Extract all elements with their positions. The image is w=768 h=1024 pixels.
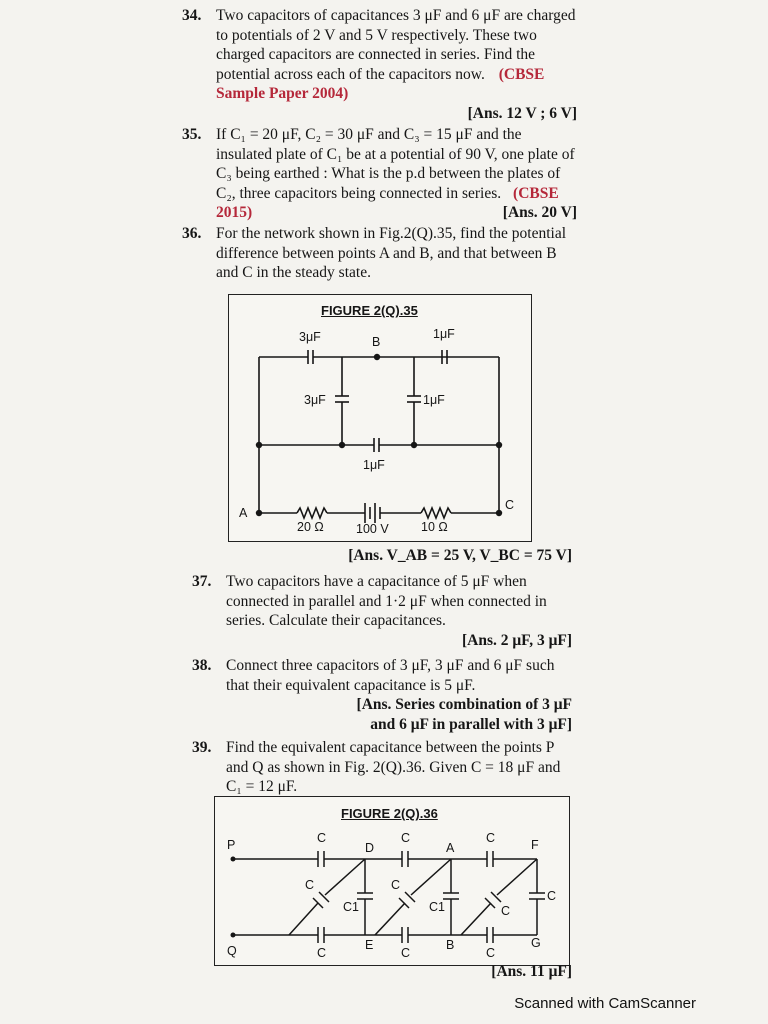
- question-number: 36.: [182, 225, 202, 242]
- label-1uf-mid: 1μF: [423, 393, 445, 407]
- question-text: Find the equivalent capacitance between the points P and Q as shown in Fig. 2(Q).36. Given C = 18 μF and C₁ = 12 μF.: [226, 739, 561, 795]
- label-c: C: [505, 498, 515, 512]
- question-39-answer-row: [228, 962, 572, 982]
- question-number: 35.: [182, 126, 202, 143]
- label-3uf-mid: 3μF: [304, 393, 326, 407]
- question-number: 39.: [192, 739, 212, 756]
- label-3uf-top: 3μF: [299, 330, 321, 344]
- question-36-answer-row: [228, 546, 572, 566]
- question-number: 37.: [192, 573, 212, 590]
- figure-title: FIGURE 2(Q).36: [341, 806, 438, 821]
- label-b: B: [446, 938, 455, 952]
- label-c-top-2: C: [401, 831, 411, 845]
- scanner-watermark: Scanned with CamScanner: [514, 995, 696, 1012]
- question-answer-line2: and 6 μF in parallel with 3 μF]: [370, 715, 572, 733]
- label-d: D: [365, 841, 375, 855]
- question-answer: [Ans. 2 μF, 3 μF]: [461, 631, 572, 649]
- label-c-right: C: [547, 889, 557, 903]
- question-38: [192, 656, 572, 734]
- question-text: If C₁ = 20 μF, C₂ = 30 μF and C₃ = 15 μF and the insulated plate of C₁ be at a potential of 90 V, one plate of C₃ being earthed : What is the p.d between the plates of C₂, three capacitors being connected in series.: [216, 126, 575, 202]
- question-39: [192, 738, 572, 797]
- label-c1-2: C1: [429, 900, 445, 914]
- question-36: [182, 224, 577, 283]
- question-answer: [Ans. V_AB = 25 V, V_BC = 75 V]: [348, 547, 572, 564]
- label-c-top-3: C: [486, 831, 496, 845]
- label-c-bottom-1: C: [317, 946, 327, 960]
- label-c-top-1: C: [317, 831, 327, 845]
- question-37: [192, 572, 572, 650]
- question-text: Two capacitors of capacitances 3 μF and 6 μF are charged to potentials of 2 V and 5 V respectively. These two charged capacitors are connected in series. Find the potential across each of the capacitors now.: [216, 7, 576, 83]
- label-1uf-top: 1μF: [433, 327, 455, 341]
- question-answer: [Ans. 12 V ; 6 V]: [467, 104, 577, 122]
- question-35: [182, 125, 577, 223]
- label-c-bottom-2: C: [401, 946, 411, 960]
- question-text: Two capacitors have a capacitance of 5 μF when connected in parallel and 1·2 μF when connected in series. Calculate their capacitances.: [226, 573, 547, 629]
- figure-35: [228, 294, 532, 542]
- label-1uf-bottom: 1μF: [363, 458, 385, 472]
- figure-35-circuit: [229, 295, 531, 541]
- label-a: A: [239, 506, 248, 520]
- figure-title: FIGURE 2(Q).35: [321, 303, 418, 318]
- label-a: A: [446, 841, 455, 855]
- label-g: G: [531, 936, 541, 950]
- label-b: B: [372, 335, 381, 349]
- question-answer: [Ans. 11 μF]: [491, 963, 572, 980]
- label-c-diag-2: C: [391, 878, 401, 892]
- figure-36-circuit: [215, 797, 569, 965]
- question-source: (CBSE 2015): [216, 184, 559, 221]
- label-q: Q: [227, 944, 237, 958]
- label-10-ohm: 10 Ω: [421, 520, 448, 534]
- question-text: For the network shown in Fig.2(Q).35, find the potential difference between points A and B, and that between B and C in the steady state.: [216, 225, 566, 281]
- label-c-bottom-3: C: [486, 946, 496, 960]
- question-text: Connect three capacitors of 3 μF, 3 μF and 6 μF such that their equivalent capacitance is 5 μF.: [226, 657, 555, 694]
- label-c1-1: C1: [343, 900, 359, 914]
- label-e: E: [365, 938, 374, 952]
- label-c-diag-3: C: [501, 904, 511, 918]
- figure-36: [214, 796, 570, 966]
- label-p: P: [227, 838, 236, 852]
- question-source: (CBSE Sample Paper 2004): [216, 65, 545, 102]
- label-100v: 100 V: [356, 522, 389, 536]
- question-number: 38.: [192, 657, 212, 674]
- question-number: 34.: [182, 7, 202, 24]
- label-20-ohm: 20 Ω: [297, 520, 324, 534]
- label-c-diag-1: C: [305, 878, 315, 892]
- question-answer: [Ans. 20 V]: [502, 204, 577, 221]
- question-answer-line1: [Ans. Series combination of 3 μF: [356, 696, 572, 713]
- question-34: [182, 6, 577, 123]
- label-f: F: [531, 838, 539, 852]
